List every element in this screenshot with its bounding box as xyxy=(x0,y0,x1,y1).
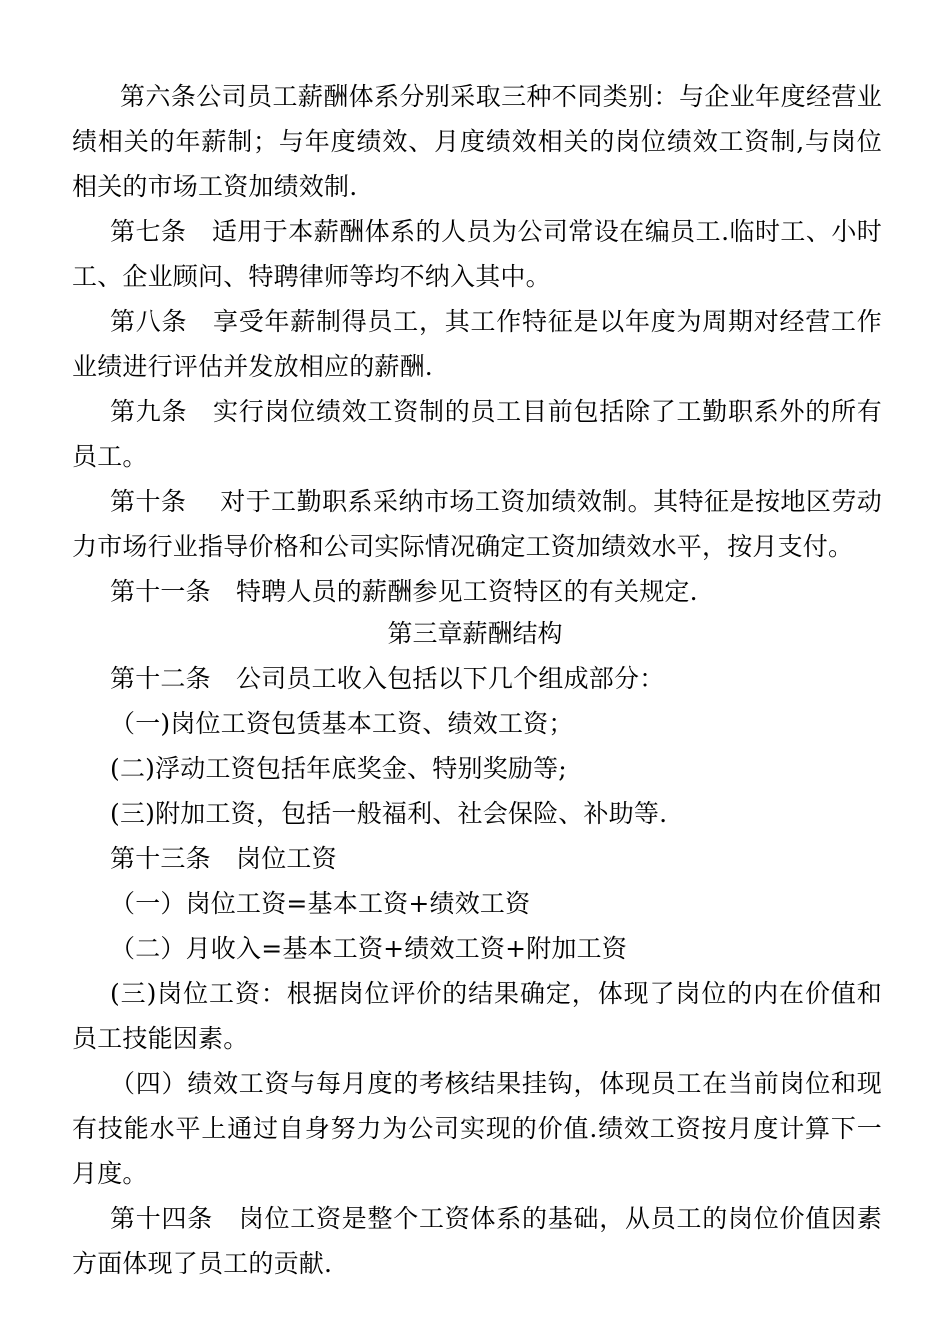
list-item-6: (三)岗位工资：根据岗位评价的结果确定，体现了岗位的内在价值和员工技能因素。 xyxy=(72,979,882,1053)
article-6-paragraph: 第六条公司员工薪酬体系分别采取三种不同类别：与企业年度经营业绩相关的年薪制；与年度绩效、月度绩效相关的岗位绩效工资制,与岗位相关的市场工资加绩效制. xyxy=(72,82,882,201)
list-item-7: （四）绩效工资与每月度的考核结果挂钩，体现员工在当前岗位和现有技能水平上通过自身努力为公司实现的价值.绩效工资按月度计算下一月度。 xyxy=(72,1069,882,1188)
list-item-3: (三)附加工资，包括一般福利、社会保险、补助等. xyxy=(110,799,668,828)
article-11-paragraph: 第十一条 特聘人员的薪酬参见工资特区的有关规定. xyxy=(110,577,698,606)
article-10-paragraph: 第十条 对于工勤职系采纳市场工资加绩效制。其特征是按地区劳动力市场行业指导价格和公司实际情况确定工资加绩效水平，按月支付。 xyxy=(72,487,882,561)
list-item-4: （一）岗位工资=基本工资+绩效工资 xyxy=(110,889,531,918)
list-item-2: (二)浮动工资包括年底奖金、特别奖励等; xyxy=(110,754,567,783)
article-14-paragraph: 第十四条 岗位工资是整个工资体系的基础，从员工的岗位价值因素方面体现了员工的贡献. xyxy=(72,1204,882,1278)
list-item-1: （一)岗位工资包赁基本工资、绩效工资； xyxy=(110,709,574,738)
chapter-heading: 第三章薪酬结构 xyxy=(387,619,563,648)
article-9-paragraph: 第九条 实行岗位绩效工资制的员工目前包括除了工勤职系外的所有员工。 xyxy=(72,397,882,471)
article-7-paragraph: 第七条 适用于本薪酬体系的人员为公司常设在编员工.临时工、小时工、企业顾问、特聘律师等均不纳入其中。 xyxy=(72,217,882,291)
article-13-paragraph: 第十三条 岗位工资 xyxy=(110,844,337,873)
list-item-5: （二）月收入=基本工资+绩效工资+附加工资 xyxy=(110,934,628,963)
article-12-paragraph: 第十二条 公司员工收入包括以下几个组成部分： xyxy=(110,664,665,693)
article-8-paragraph: 第八条 享受年薪制得员工，其工作特征是以年度为周期对经营工作业绩进行评估并发放相应的薪酬. xyxy=(72,307,882,381)
